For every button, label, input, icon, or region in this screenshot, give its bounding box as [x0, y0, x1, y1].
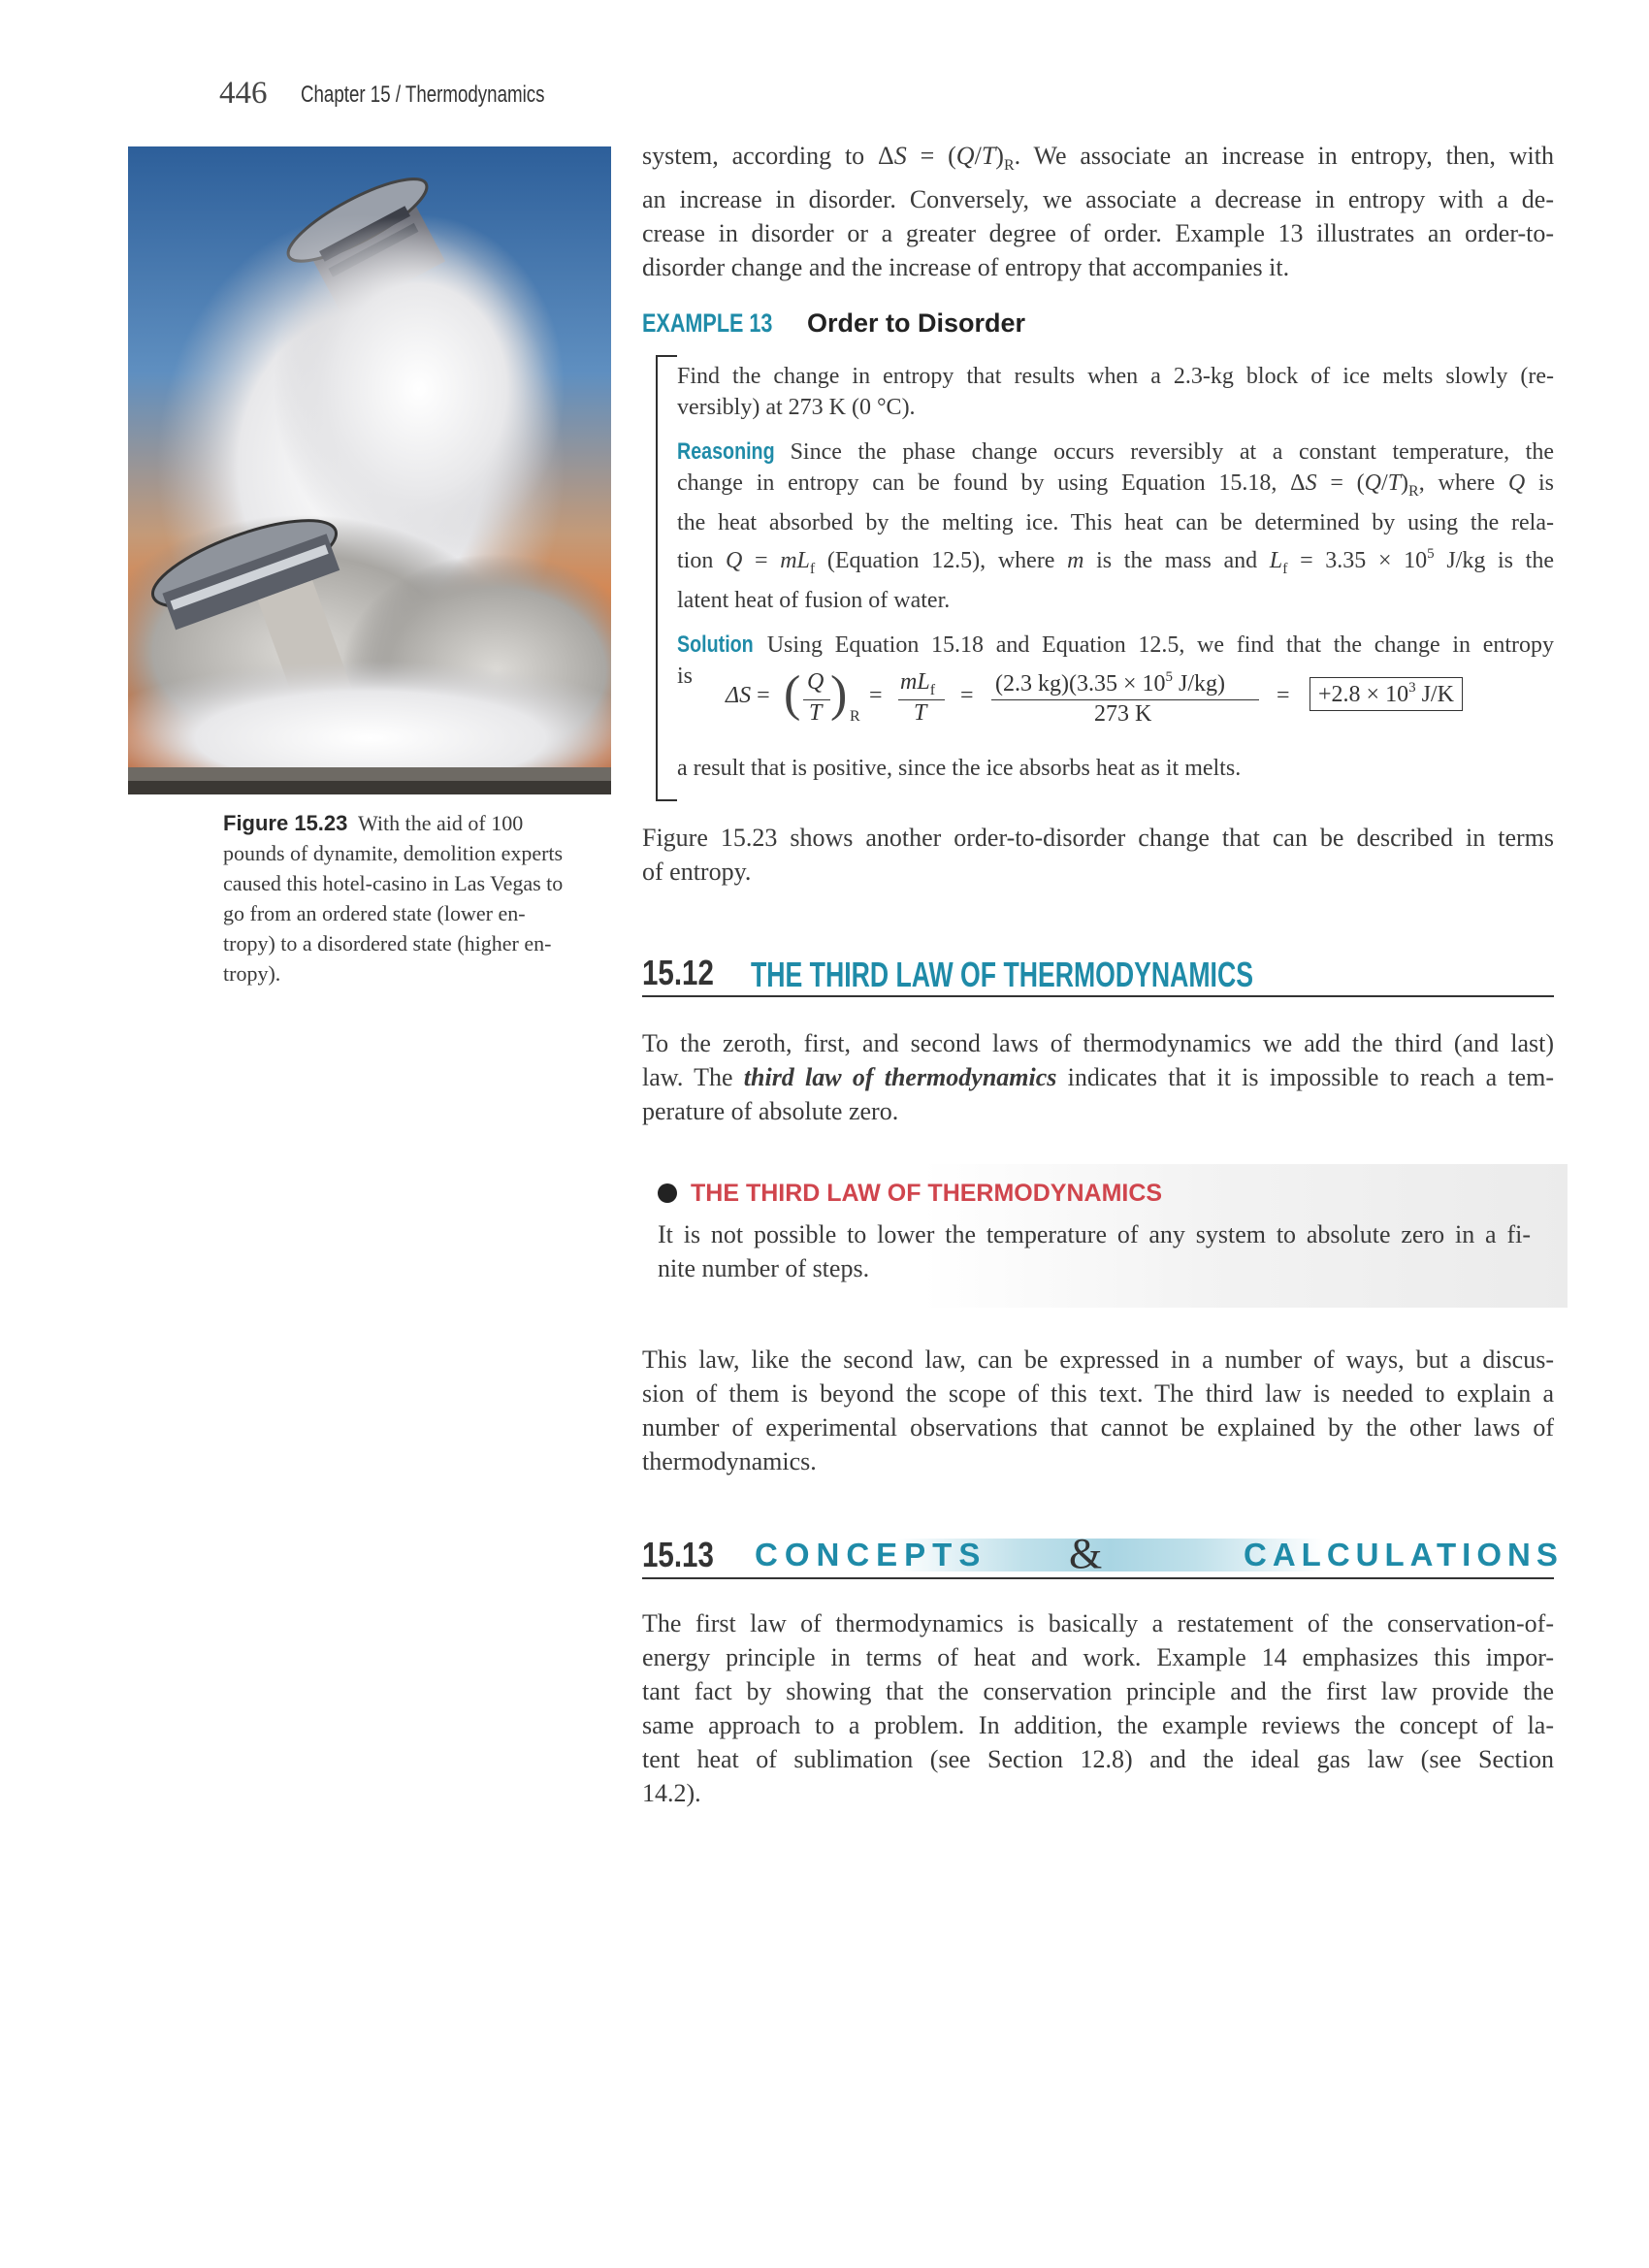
after-example-paragraph: Figure 15.23 shows another order-to-disorder change that can be described in terms of entropy.	[642, 824, 1554, 886]
law-box-statement: It is not possible to lower the temperature of any system to absolute zero in a fi- nite number of steps.	[658, 1220, 1531, 1282]
example-title: Order to Disorder	[807, 308, 1026, 338]
demolition-photo	[128, 146, 611, 794]
bullet-icon	[658, 1183, 677, 1203]
intro-line: an increase in disorder. Conversely, we associate a decrease in entropy with a de-	[642, 185, 1554, 213]
example-header	[642, 308, 805, 347]
example-closing: a result that is positive, since the ice absorbs heat as it melts.	[677, 756, 1242, 781]
figure-caption: Figure 15.23 With the aid of 100 pounds of dynamite, demolition experts caused this hotel-casino in Las Vegas to go from an ordered state (lower en- tropy) to a disordered state (higher en- tropy).	[223, 811, 564, 986]
section-15-13-heading: 15.13 CONCEPTS & CALCULATIONS	[642, 1530, 1564, 1577]
running-head: Chapter 15 / Thermodynamics	[301, 81, 545, 108]
third-law-term: third law of thermodynamics	[743, 1063, 1057, 1091]
reasoning-label: Reasoning	[677, 438, 775, 465]
intro-line: crease in disorder or a greater degree of order. Example 13 illustrates an order-to-	[642, 219, 1554, 247]
law-box-title: THE THIRD LAW OF THERMODYNAMICS	[691, 1180, 1163, 1207]
intro-line: disorder change and the increase of entropy that accompanies it.	[642, 253, 1290, 281]
reasoning-text: Reasoning Since the phase change occurs reversibly at a constant temperature, the change in entropy can be found by using Equation 15.18, $\Delta S = (Q/T)_R$, where Q is the heat absorbed by the melting ice. This heat can be determined by using the rela- tion $Q = mL_f$ (Equation 12.5), where m is the mass and $L_f = 3.35 \times 10^5$ J/kg is the latent heat of fusion of water.	[677, 438, 1555, 613]
entropy-equation: ΔS = ( Q T ) R = $mL_f$ T = (2.3 $kg)(3.35 \times 10^5$ J/kg) 273 K = $+2.8 \times 10^3$ J/K	[726, 669, 1599, 737]
section-15-12-paragraph: To the zeroth, first, and second laws of thermodynamics we add the third (and last) law. The third law of thermodynamics indicates that it is impossible to reach a tem- perature of absolute zero.	[642, 1029, 1555, 1125]
answer-box: $+2.8 \times 10^3$ J/K	[1310, 677, 1463, 711]
section-15-12-heading: 15.12 THE THIRD LAW OF THERMODYNAMICS	[642, 953, 1554, 997]
section-15-13-paragraph: The first law of thermodynamics is basically a restatement of the conservation-of- energy principle in terms of heat and work. Example 14 emphasizes this impor- tant fact by showing that the conservation principle and the first law provide the same approach to a problem. In addition, the example reviews the concept of la- tent heat of sublimation (see Section 12.8) and the ideal gas law (see Section 14.2).	[642, 1609, 1554, 1807]
intro-paragraph	[642, 139, 1554, 284]
intro-line: system, according to $\Delta S = (Q/T)_R$. We associate an increase in entropy, then, with	[642, 142, 1554, 174]
solution-text: Solution Using Equation 15.18 and Equation 12.5, we find that the change in entropy is	[677, 632, 1555, 689]
section-15-12-after-paragraph: This law, like the second law, can be expressed in a number of ways, but a discus- sion of them is beyond the scope of this text. The third law is needed to explain a number of experimental observations that cannot be explained by the other laws of thermodynamics.	[642, 1345, 1554, 1475]
solution-label: Solution	[677, 632, 754, 658]
page-number: 446	[219, 76, 268, 111]
problem-text: Find the change in entropy that results when a 2.3-kg block of ice melts slowly (re- versibly) at 273 K (0 °C).	[677, 364, 1554, 420]
example-label: EXAMPLE 13	[642, 308, 773, 338]
figure-label: Figure 15.23	[223, 811, 348, 835]
example-body	[677, 361, 1554, 692]
example-bracket	[656, 355, 677, 801]
